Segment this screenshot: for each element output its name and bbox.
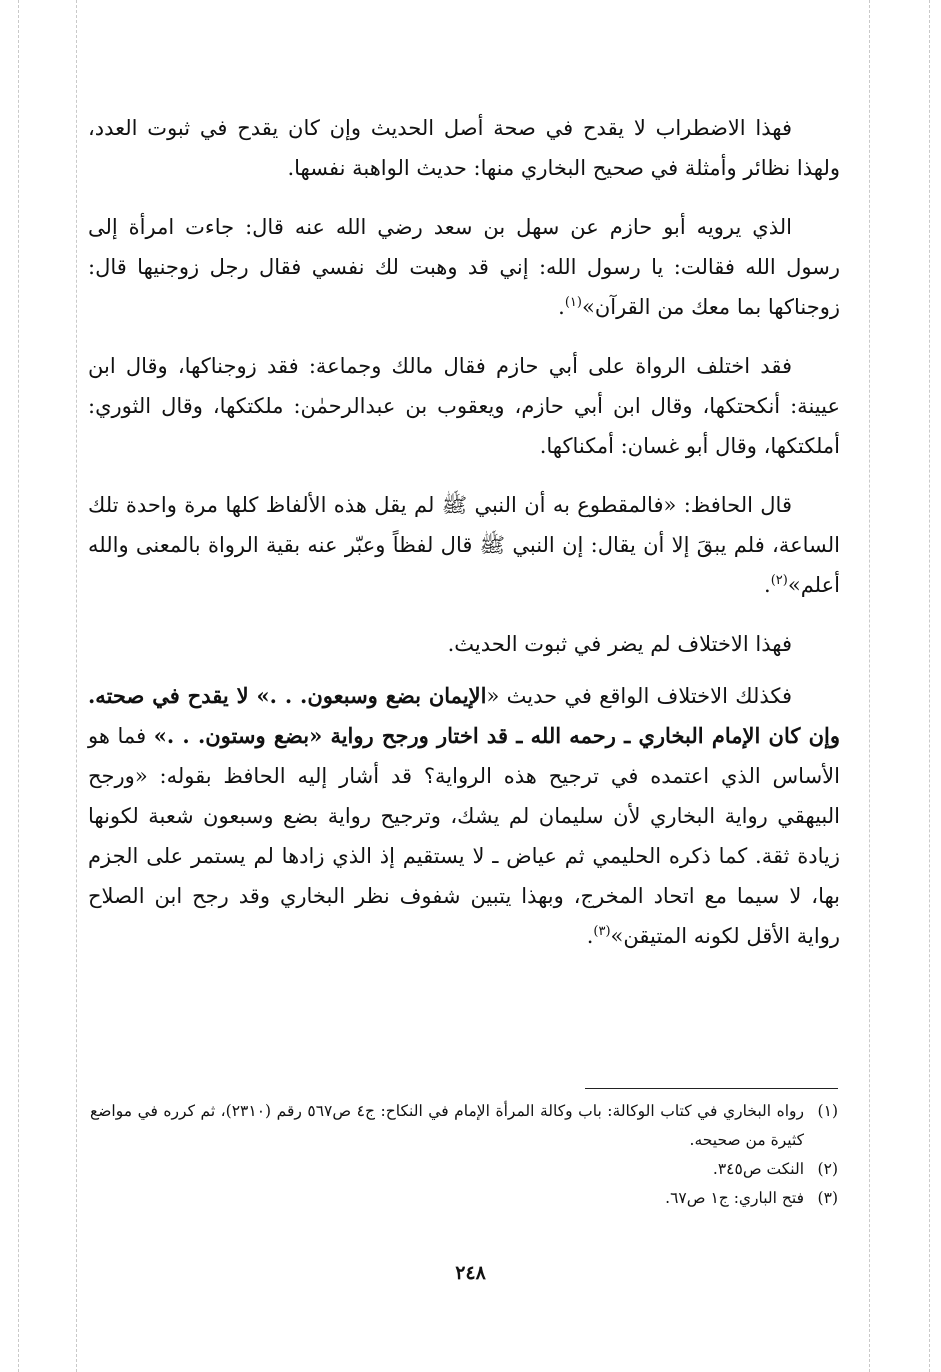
paragraph-6 <box>88 676 840 956</box>
margin-guide-right <box>929 0 930 1372</box>
footnote-2-number: (٢) <box>817 1160 838 1178</box>
paragraph-4 <box>88 485 840 605</box>
paragraph-2-text: الذي يرويه أبو حازم عن سهل بن سعد رضي الله عنه قال: جاءت امرأة إلى رسول الله فقالت: يا رسول الله: إني قد وهبت لك نفسي فقال رجل زوجنيها قال: زوجناكها بما معك من القرآن» <box>88 215 840 319</box>
paragraph-1: فهذا الاضطراب لا يقدح في صحة أصل الحديث وإن كان يقدح في ثبوت العدد، ولهذا نظائر وأمثلة في صحيح البخاري منها: حديث الواهبة نفسها. <box>88 116 840 180</box>
paragraph-3: فقد اختلف الرواة على أبي حازم فقال مالك وجماعة: فقد زوجناكها، وقال ابن عيينة: أنكحتكها، وقال ابن أبي حازم، ويعقوب بن عبدالرحمٰن: ملكتكها، وقال الثوري: أملكتكها، وقال أبو غسان: أمكناكها. <box>88 354 840 458</box>
margin-guide-left <box>18 0 19 1372</box>
footnote-2-text: النكت ص٣٤٥. <box>712 1160 804 1178</box>
footnotes <box>90 1097 838 1213</box>
margin-guide-right-inner <box>869 0 870 1372</box>
footnote-3 <box>90 1184 838 1213</box>
footnote-2 <box>90 1155 838 1184</box>
paragraph-4-text: قال الحافظ: «فالمقطوع به أن النبي ﷺ لم يقل هذه الألفاظ كلها مرة واحدة تلك الساعة، فلم يبقَ إلا أن يقال: إن النبي ﷺ قال لفظاً وعبّر عنه بقية الرواة بالمعنى والله أعلم» <box>88 493 840 597</box>
paragraph-6-bold: الإيمان بضع وسبعون. . .» لا يقدح في صحته. وإن كان الإمام البخاري ـ رحمه الله ـ قد اختار ورجح رواية «بضع وستون. . .» <box>88 683 840 748</box>
paragraph-2 <box>88 207 840 327</box>
main-text <box>88 108 840 975</box>
footnote-3-number: (٣) <box>817 1189 838 1207</box>
footnote-1-text: رواه البخاري في كتاب الوكالة: باب وكالة المرأة الإمام في النكاح: ج٤ ص٥٦٧ رقم (٢٣١٠)، ثم كرره في مواضع كثيرة من صحيحه. <box>90 1102 804 1149</box>
page-number: ٢٤٨ <box>455 1262 486 1284</box>
footnote-separator <box>585 1088 838 1089</box>
paragraph-2-end: . <box>558 295 565 319</box>
paragraph-6-text: فما هو الأساس الذي اعتمده في ترجيح هذه الرواية؟ قد أشار إليه الحافظ بقوله: «ورجح البيهقي رواية البخاري لأن سليمان لم يشك، وترجيح رواية بضع وسبعون شعبة لكونها زيادة ثقة. كما ذكره الحليمي ثم عياض ـ لا يستقيم إذ الذي زادها لم يستمر على الجزم بها، لا سيما مع اتحاد المخرج، وبهذا يتبين شفوف نظر البخاري وقد رجح ابن الصلاح رواية الأقل لكونه المتيقن» <box>88 724 840 948</box>
footnote-ref-2: (٢) <box>770 573 788 588</box>
margin-guide-left-inner <box>76 0 77 1372</box>
paragraph-5: فهذا الاختلاف لم يضر في ثبوت الحديث. <box>447 632 792 656</box>
footnote-ref-3: (٣) <box>593 924 611 939</box>
footnote-1-number: (١) <box>817 1102 838 1120</box>
paragraph-6-end: . <box>586 924 594 948</box>
paragraph-6-lead: فكذلك الاختلاف الواقع في حديث « <box>486 684 792 708</box>
paragraph-4-end: . <box>764 573 771 597</box>
footnote-1 <box>90 1097 838 1155</box>
footnote-ref-1: (١) <box>564 295 582 310</box>
footnote-3-text: فتح الباري: ج١ ص٦٧. <box>665 1189 804 1207</box>
